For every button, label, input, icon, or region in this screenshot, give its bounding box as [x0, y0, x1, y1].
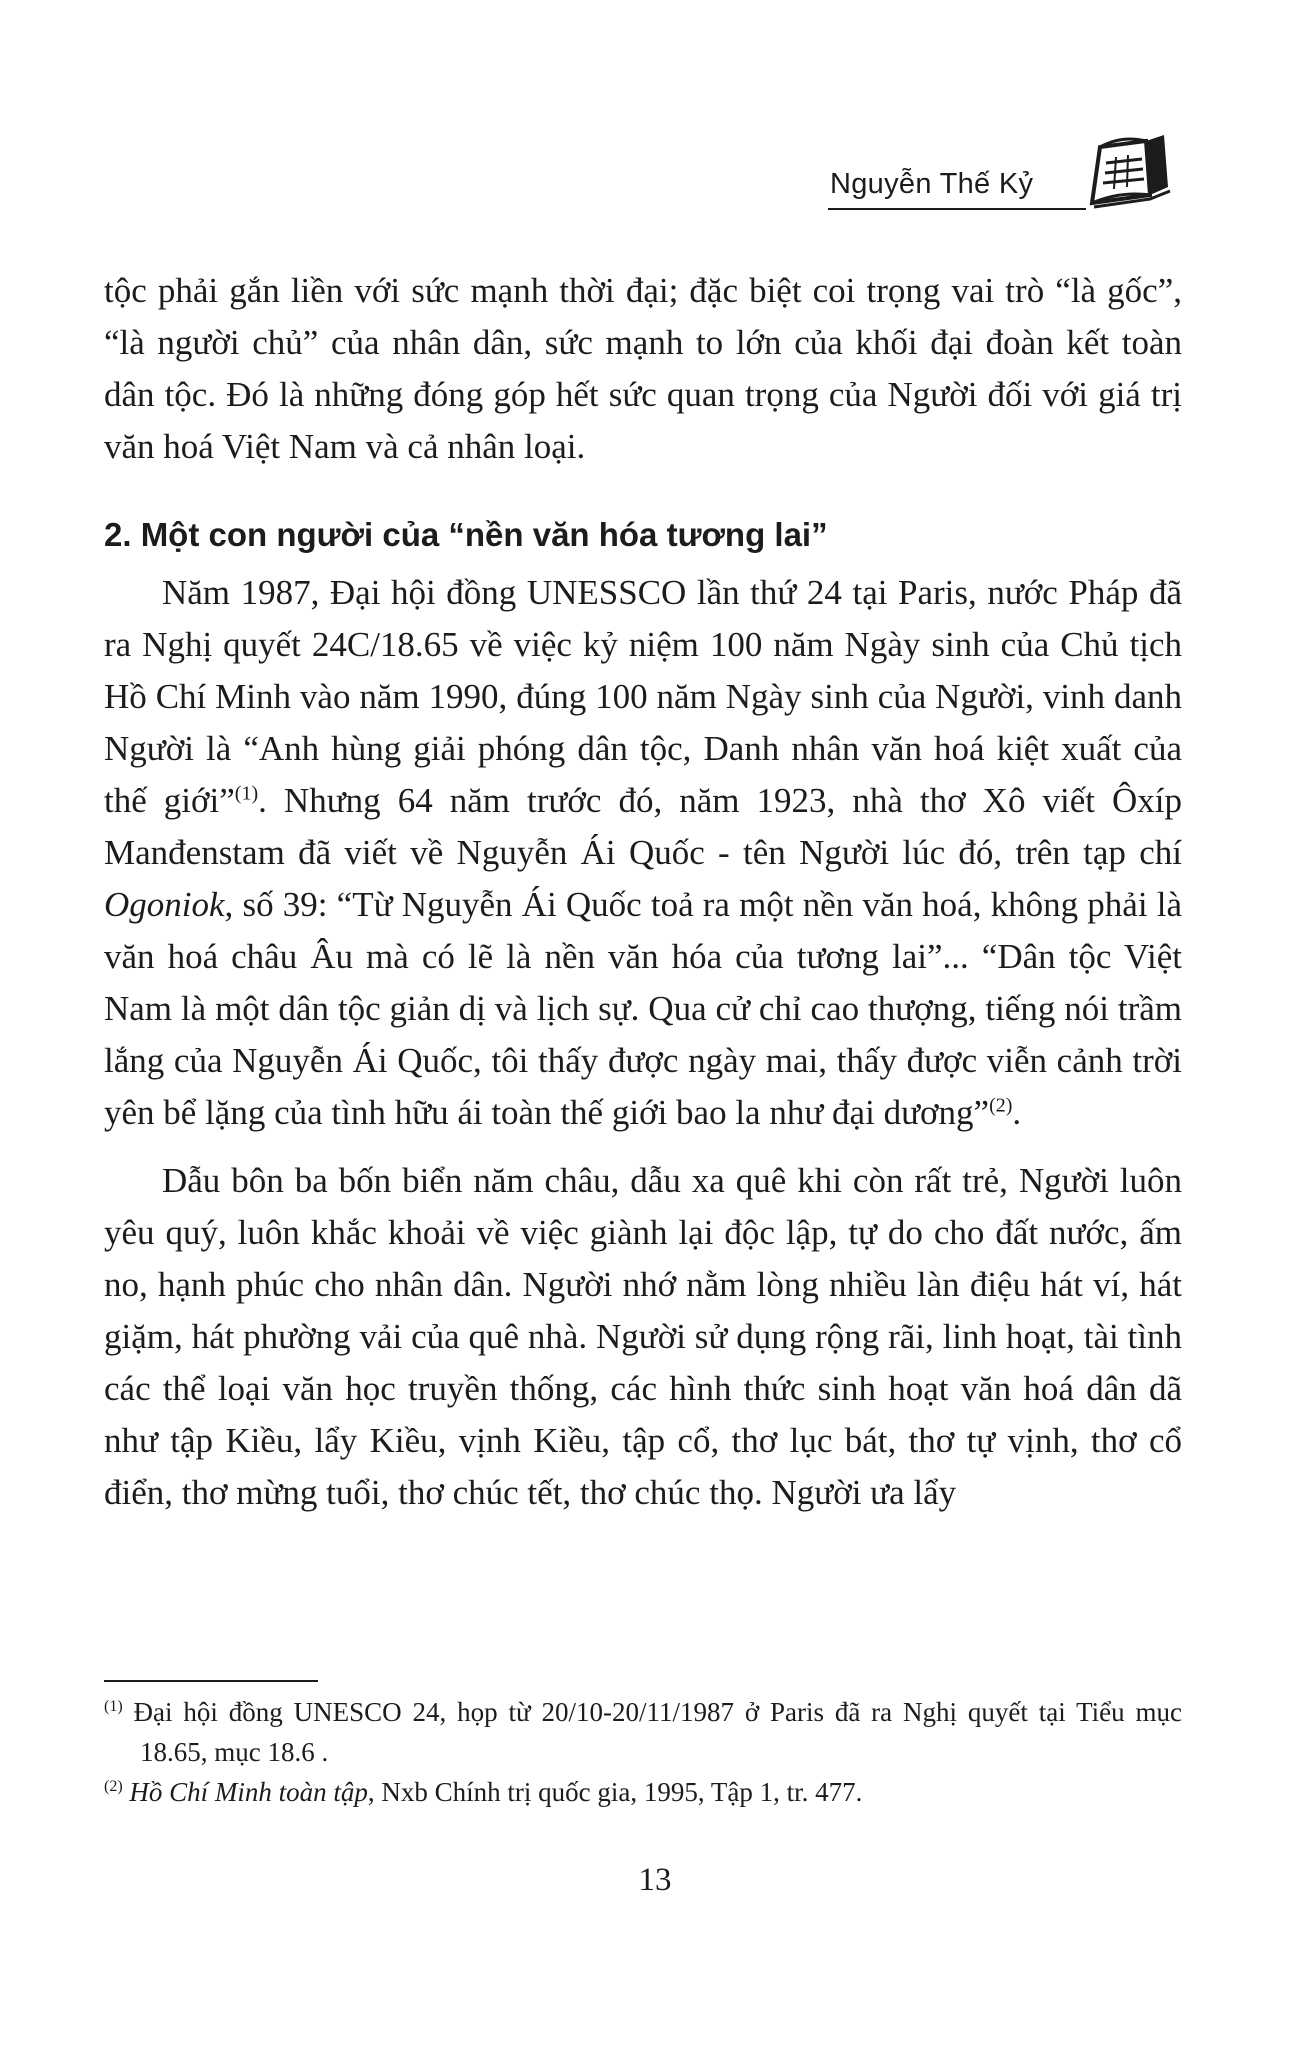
footnote-text-2: , Nxb Chính trị quốc gia, 1995, Tập 1, tr. 477.	[367, 1777, 863, 1807]
magazine-title: Ogoniok	[104, 885, 225, 924]
footnote-text-1: Đại hội đồng UNESCO 24, họp từ 20/10-20/11/1987 ở Paris đã ra Nghị quyết tại Tiểu mục 18.65, mục 18.6 .	[122, 1697, 1182, 1767]
header-rule	[828, 208, 1086, 210]
footnote-2	[104, 1772, 1182, 1812]
page-number: 13	[638, 1862, 672, 1898]
footnotes	[104, 1692, 1182, 1812]
paragraph-unesco-text-2: . Nhưng 64 năm trước đó, năm 1923, nhà thơ Xô viết Ôxíp Manđenstam đã viết về Nguyễn Ái Quốc - tên Người lúc đó, trên tạp chí	[104, 781, 1183, 872]
paragraph-gap	[104, 1139, 1182, 1155]
paragraph-unesco-text-1: Năm 1987, Đại hội đồng UNESSCO lần thứ 24 tại Paris, nước Pháp đã ra Nghị quyết 24C/18.65 về việc kỷ niệm 100 năm Ngày sinh của Chủ tịch Hồ Chí Minh vào năm 1990, đúng 100 năm Ngày sinh của Người, vinh danh Người là “Anh hùng giải phóng dân tộc, Danh nhân văn hoá kiệt xuất của thế giới”	[104, 573, 1182, 820]
footnote-rule	[104, 1680, 318, 1682]
paragraph-unesco-text-3: , số 39: “Từ Nguyễn Ái Quốc toả ra một nền văn hoá, không phải là văn hoá châu Âu mà có lẽ là nền văn hóa của tương lai”... “Dân tộc Việt Nam là một dân tộc giản dị và lịch sự. Qua cử chỉ cao thượng, tiếng nói trầm lắng của Nguyễn Ái Quốc, tôi thấy được ngày mai, thấy được viễn cảnh trời yên bể lặng của tình hữu ái toàn thế giới bao la như đại dương”	[104, 885, 1182, 1132]
body-text	[104, 265, 1182, 1519]
footnote-marker-1: (1)	[104, 1698, 123, 1715]
footnote-ref-2: (2)	[989, 1094, 1013, 1117]
section-title: 2. Một con người của “nền văn hóa tương lai”	[104, 516, 828, 553]
footnote-ref-1: (1)	[234, 782, 259, 805]
paragraph-unesco-end: .	[1012, 1093, 1022, 1132]
footnote-1	[104, 1692, 1182, 1772]
paragraph-unesco	[104, 567, 1182, 1139]
running-header-author: Nguyễn Thế Kỷ	[830, 168, 1034, 200]
book-icon	[1086, 133, 1172, 215]
paragraph-culture: Dẫu bôn ba bốn biển năm châu, dẫu xa quê khi còn rất trẻ, Người luôn yêu quý, luôn khắc khoải về việc giành lại độc lập, tự do cho đất nước, ấm no, hạnh phúc cho nhân dân. Người nhớ nằm lòng nhiều làn điệu hát ví, hát giặm, hát phường vải của quê nhà. Người sử dụng rộng rãi, linh hoạt, tài tình các thể loại văn học truyền thống, các hình thức sinh hoạt văn hoá dân dã như tập Kiều, lẩy Kiều, vịnh Kiều, tập cổ, thơ lục bát, thơ tự vịnh, thơ cổ điển, thơ mừng tuổi, thơ chúc tết, thơ chúc thọ. Người ưa lẩy	[104, 1161, 1182, 1512]
paragraph-continuation: tộc phải gắn liền với sức mạnh thời đại; đặc biệt coi trọng vai trò “là gốc”, “là người chủ” của nhân dân, sức mạnh to lớn của khối đại đoàn kết toàn dân tộc. Đó là những đóng góp hết sức quan trọng của Người đối với giá trị văn hoá Việt Nam và cả nhân loại.	[104, 271, 1182, 466]
footnote-book-title: Hồ Chí Minh toàn tập	[129, 1777, 368, 1807]
footnote-marker-2: (2)	[104, 1778, 123, 1795]
